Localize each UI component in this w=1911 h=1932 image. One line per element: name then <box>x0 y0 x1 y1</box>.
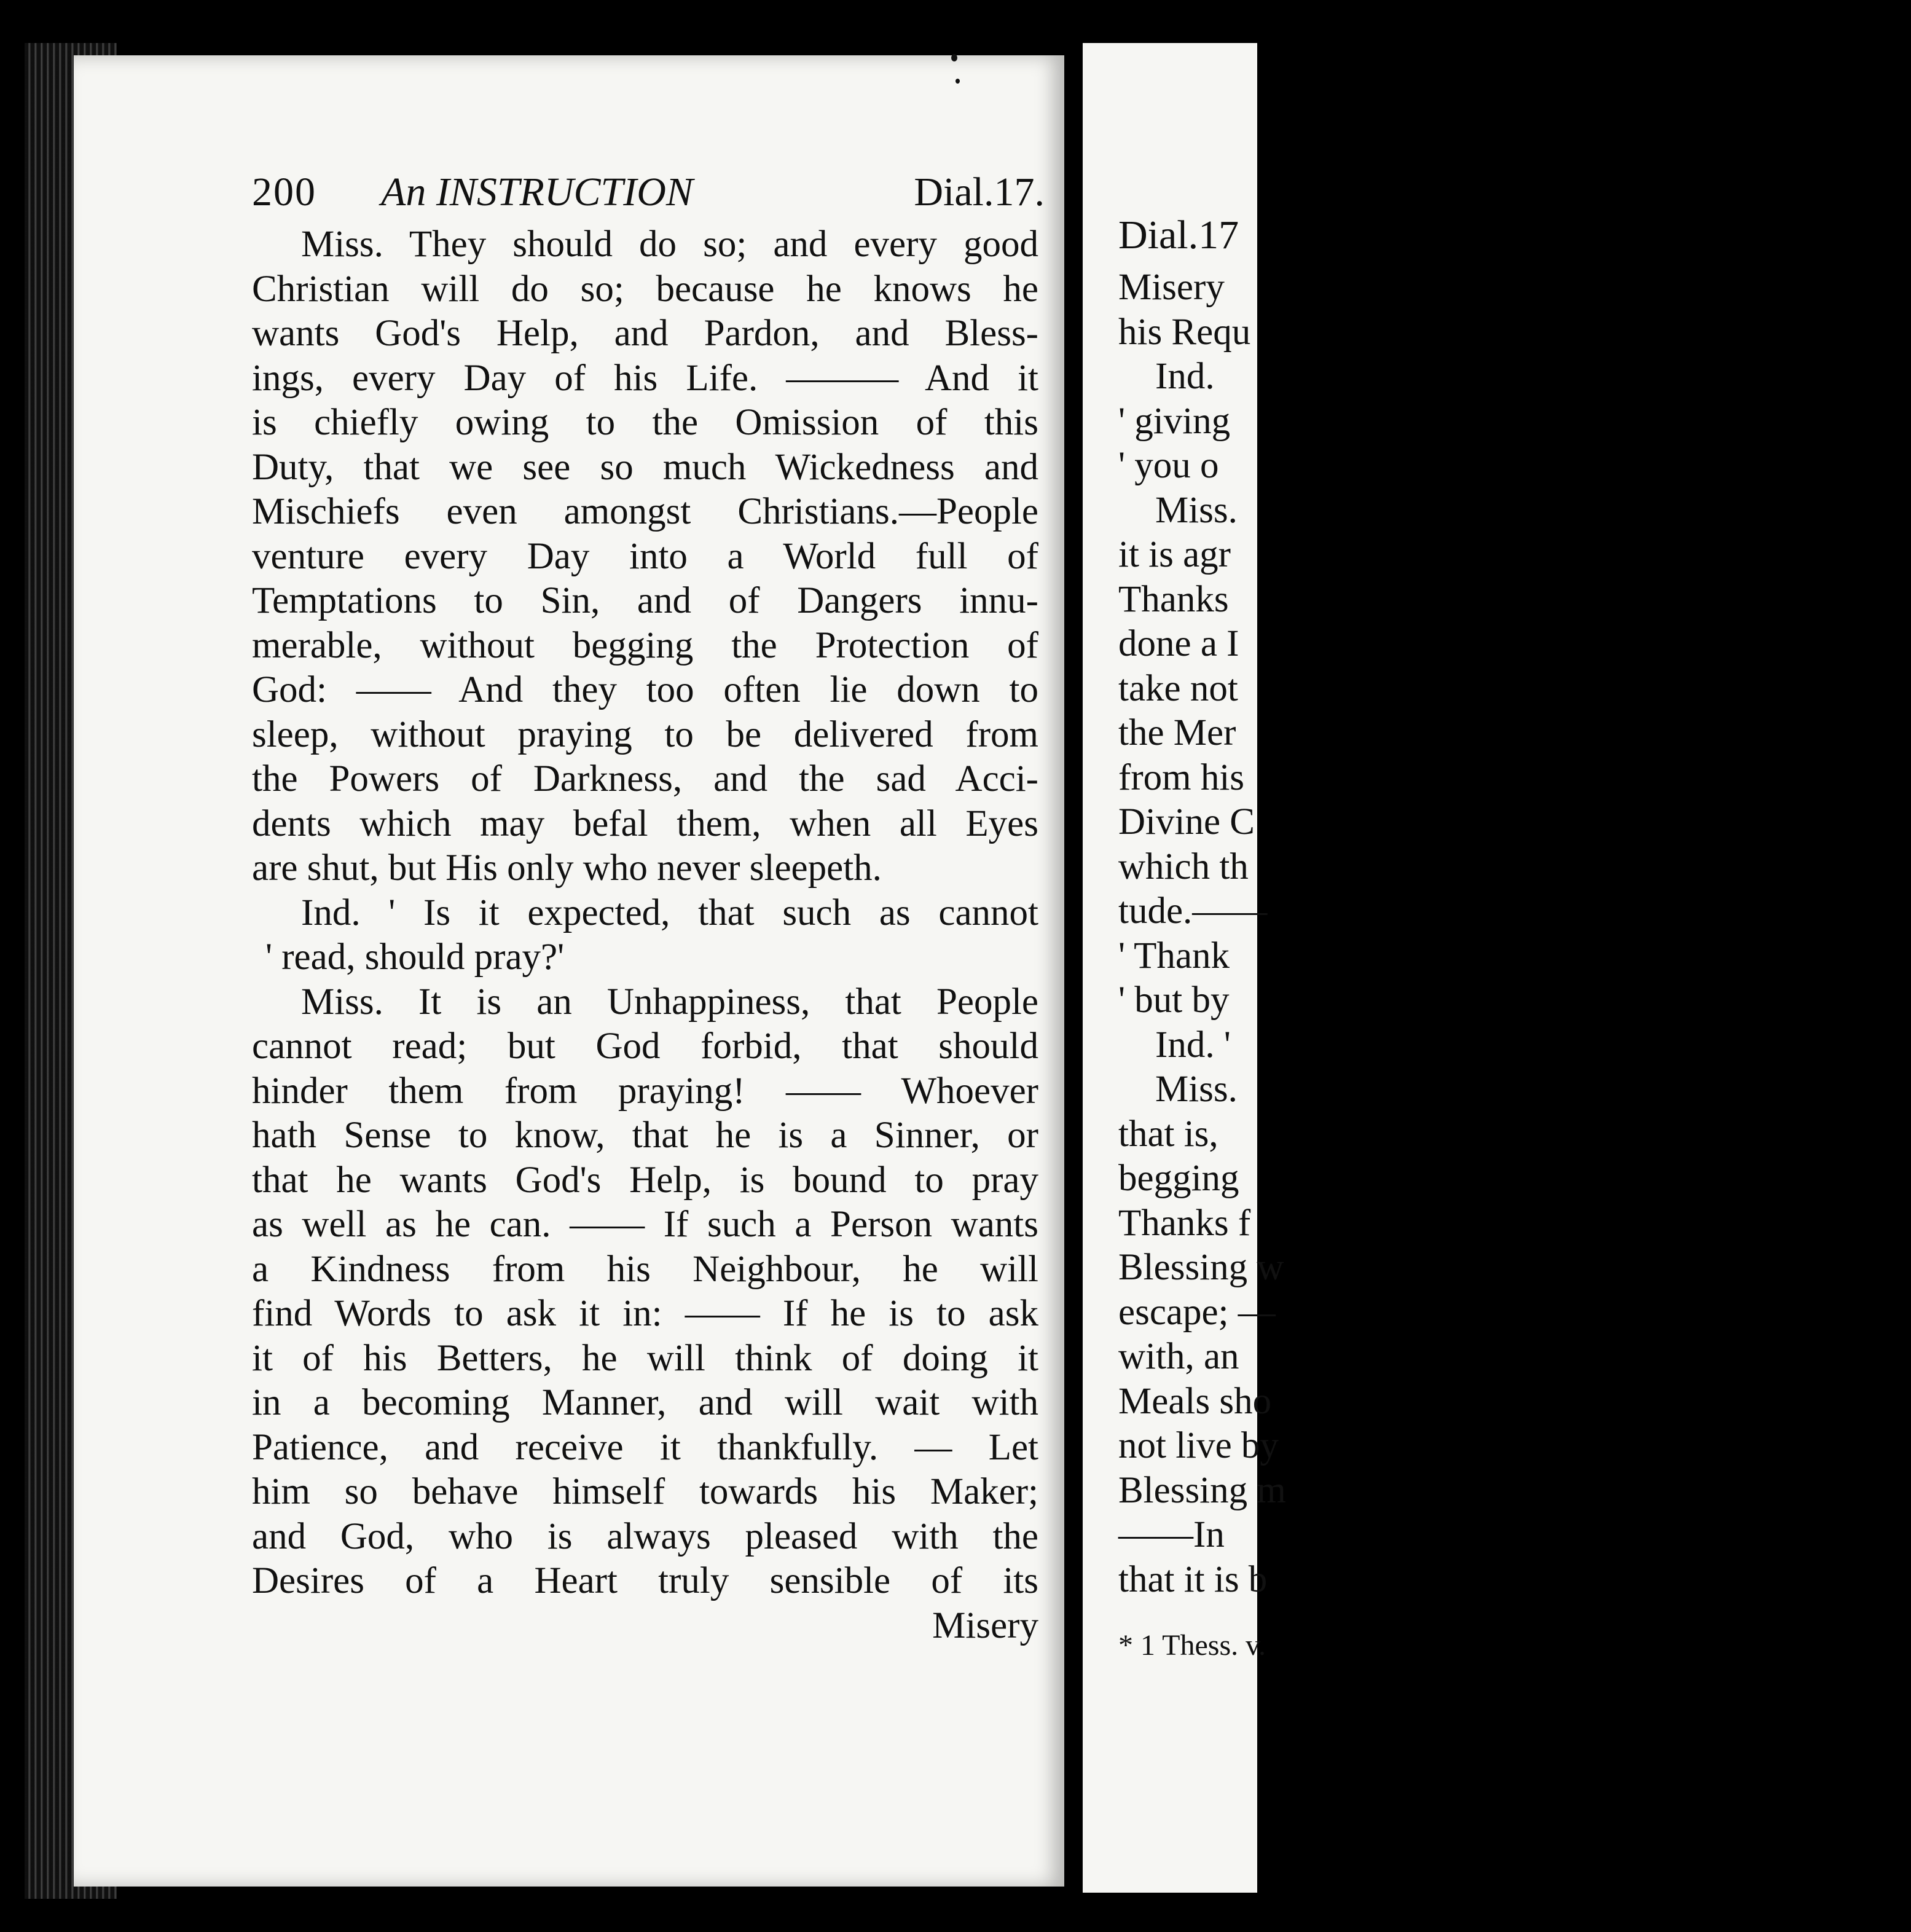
text-line: the Powers of Darkness, and the sad Acci- <box>252 758 1038 799</box>
text-line: Ind. <box>1155 356 1215 397</box>
text-line: Temptations to Sin, and of Dangers innu- <box>252 580 1038 621</box>
text-line: Meals sho <box>1118 1380 1272 1422</box>
text-line: find Words to ask it in: —— If he is to ask <box>252 1293 1038 1334</box>
text-line: ' you o <box>1118 445 1219 486</box>
text-line: God: —— And they too often lie down to <box>252 669 1038 710</box>
text-line: that is, <box>1118 1113 1218 1155</box>
text-line: ' but by <box>1118 980 1230 1021</box>
text-line: Desires of a Heart truly sensible of its <box>252 1560 1038 1601</box>
catchword: Misery <box>932 1604 1038 1646</box>
text-line: hath Sense to know, that he is a Sinner, or <box>252 1115 1038 1156</box>
running-title: An INSTRUCTION <box>381 170 693 214</box>
text-line: Thanks f <box>1118 1202 1251 1244</box>
footnote: * 1 Thess. v. <box>1118 1629 1266 1662</box>
text-line: and God, who is always pleased with the <box>252 1515 1038 1557</box>
text-line: venture every Day into a World full of <box>252 535 1038 577</box>
text-line: Miss. <box>1155 1069 1238 1110</box>
text-line: cannot read; but God forbid, that should <box>252 1026 1038 1067</box>
text-line: in a becoming Manner, and will wait with <box>252 1382 1038 1423</box>
text-line: Ind. ' Is it expected, that such as cannot <box>301 892 1038 933</box>
right-page <box>1083 43 1286 1893</box>
right-running-header: Dial.17 <box>1118 213 1239 257</box>
text-line: is chiefly owing to the Omission of this <box>252 402 1038 443</box>
running-header <box>252 165 1045 220</box>
text-line: a Kindness from his Neighbour, he will <box>252 1248 1038 1290</box>
text-line: begging <box>1118 1158 1239 1199</box>
text-line: Mischiefs even amongst Christians.—People <box>252 491 1038 532</box>
text-line: as well as he can. —— If such a Person wants <box>252 1204 1038 1245</box>
text-line: escape; — <box>1118 1291 1276 1333</box>
right-page-text <box>1118 208 1426 1602</box>
text-line: take not <box>1118 667 1238 709</box>
text-line: Patience, and receive it thankfully. — Let <box>252 1426 1038 1468</box>
text-line: from his <box>1118 756 1245 798</box>
text-line: the Mer <box>1118 712 1236 753</box>
text-line: hinder them from praying! —— Whoever <box>252 1070 1038 1112</box>
text-line: Christian will do so; because he knows he <box>252 268 1038 310</box>
dialogue-number: Dial.17. <box>914 170 1045 214</box>
text-line: Miss. <box>1155 489 1238 531</box>
text-line: that it is b <box>1118 1558 1268 1600</box>
text-line: with, an <box>1118 1336 1239 1377</box>
body-text <box>252 222 1038 1646</box>
text-line: sleep, without praying to be delivered from <box>252 713 1038 755</box>
text-line: Blessing w <box>1118 1247 1284 1288</box>
page-number: 200 <box>252 170 316 214</box>
text-line: it of his Betters, he will think of doing it <box>252 1337 1038 1379</box>
text-line: tude.—— <box>1118 890 1268 932</box>
text-line: Blessing m <box>1118 1469 1286 1511</box>
text-line: it is agr <box>1118 534 1231 575</box>
text-line: him so behave himself towards his Maker; <box>252 1471 1038 1512</box>
text-line: dents which may befal them, when all Eyes <box>252 803 1038 844</box>
text-line: Duty, that we see so much Wickedness and <box>252 446 1038 488</box>
text-line: merable, without begging the Protection of <box>252 624 1038 666</box>
text-line: ' read, should pray?' <box>265 937 565 978</box>
page-gutter <box>1064 37 1083 1917</box>
text-line: which th <box>1118 846 1249 887</box>
text-line: Miss. It is an Unhappiness, that People <box>301 981 1038 1023</box>
text-line: ' Thank <box>1118 935 1230 976</box>
text-line: done a I <box>1118 623 1239 664</box>
text-line: Miss. They should do so; and every good <box>301 224 1038 265</box>
ink-speck <box>956 79 960 84</box>
ink-speck <box>951 54 957 61</box>
text-line: Divine C <box>1118 801 1255 842</box>
text-line: are shut, but His only who never sleepeth. <box>252 847 882 889</box>
text-line: ings, every Day of his Life. ——— And it <box>252 357 1038 399</box>
text-line: Ind. ' <box>1155 1024 1231 1066</box>
text-line: that he wants God's Help, is bound to pray <box>252 1159 1038 1201</box>
text-line: ——In <box>1118 1514 1225 1555</box>
text-line: Misery <box>1118 267 1225 308</box>
text-line: his Requ <box>1118 311 1251 353</box>
text-line: not live by <box>1118 1425 1279 1466</box>
text-line: ' giving <box>1118 400 1231 442</box>
text-line: wants God's Help, and Pardon, and Bless- <box>252 313 1038 354</box>
text-line: Thanks <box>1118 578 1229 620</box>
